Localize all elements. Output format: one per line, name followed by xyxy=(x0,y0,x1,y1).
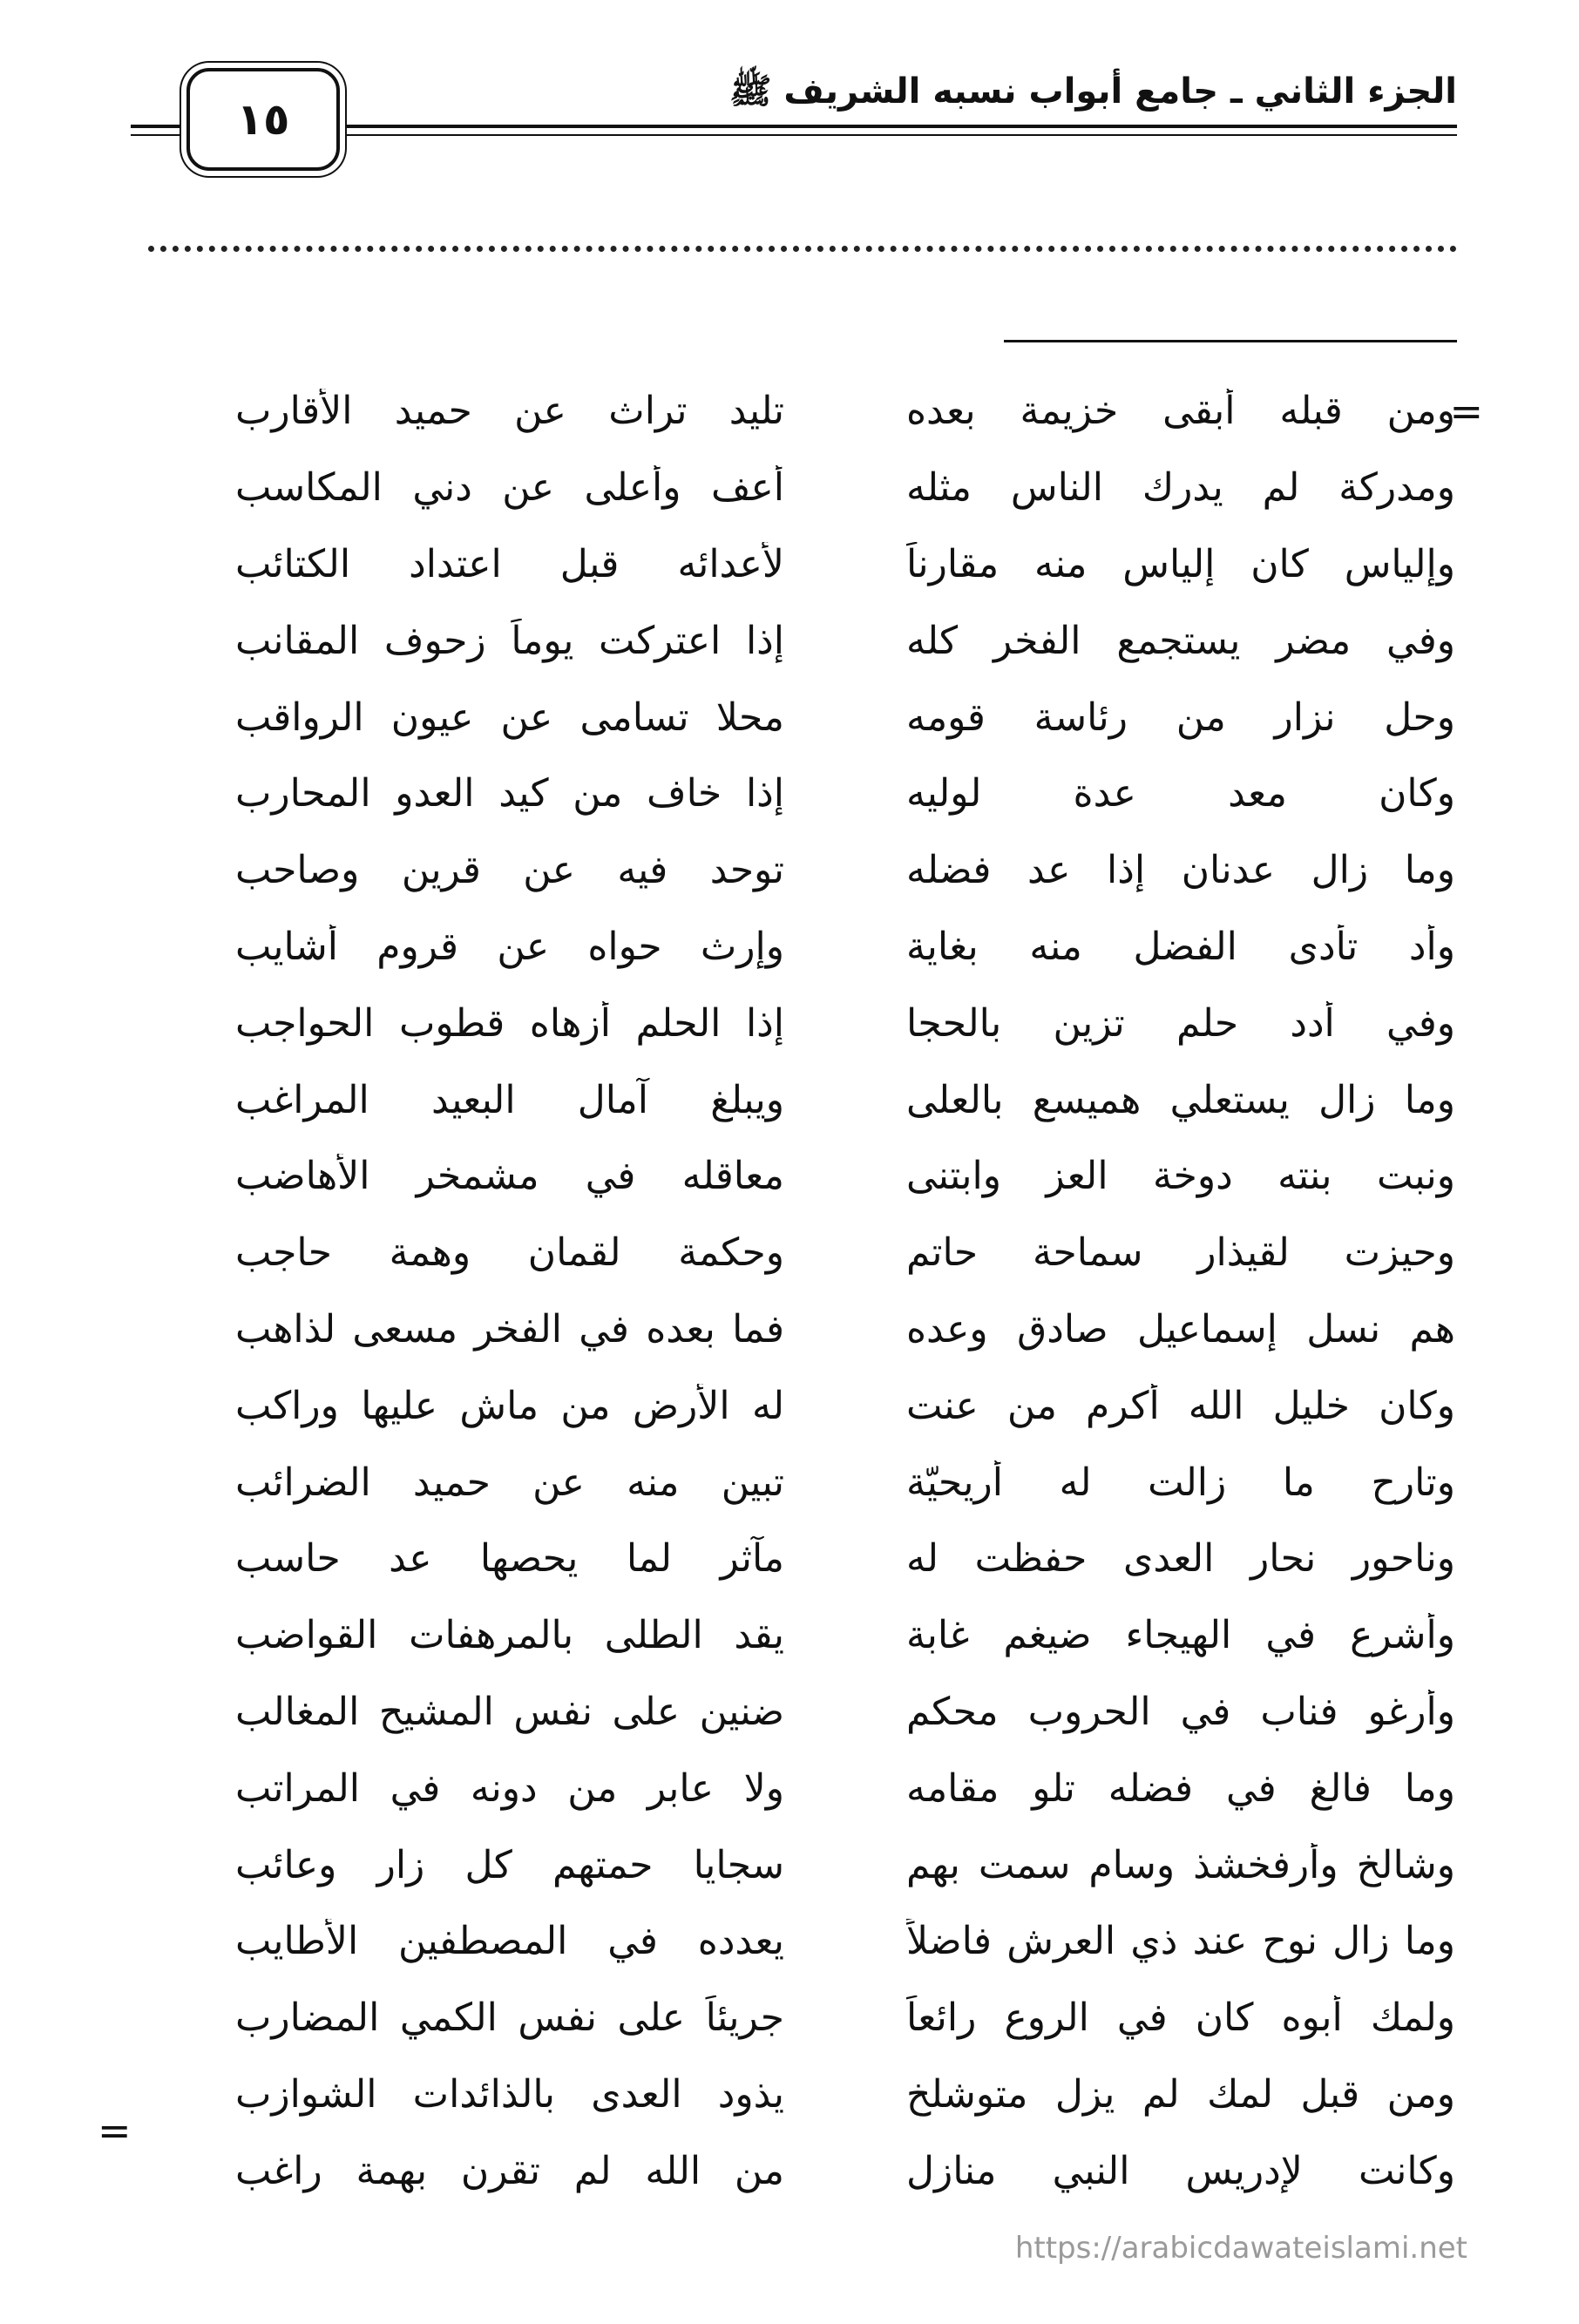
verse-second-hemistich: توحد فيه عن قرين وصاحب xyxy=(235,848,784,893)
verse-second-hemistich: ضنين على نفس المشيح المغالب xyxy=(235,1689,784,1734)
verse-line xyxy=(87,1521,1455,1597)
verse-first-hemistich: وإلياس كان إلياس منه مقارناً xyxy=(906,541,1455,586)
verse-second-hemistich: يقد الطلى بالمرهفات القواضب xyxy=(235,1613,784,1658)
verse-first-hemistich: وأشرع في الهيجاء ضيغم غابة xyxy=(906,1613,1455,1658)
verse-line xyxy=(87,1215,1455,1291)
verse-first-hemistich: وما زال عدنان إذا عد فضله xyxy=(906,848,1455,893)
verse-line xyxy=(87,1444,1455,1521)
verse-second-hemistich: يعدده في المصطفين الأطايب xyxy=(235,1919,784,1964)
verse-line xyxy=(87,832,1455,909)
verse-line xyxy=(87,526,1455,603)
verse-second-hemistich: جريئاً على نفس الكمي المضارب xyxy=(235,1995,784,2041)
running-header-title: الجزء الثاني ـ جامع أبواب نسبه الشريف ﷺ xyxy=(729,71,1457,112)
verse-first-hemistich: وحيزت لقيذار سماحة حاتم xyxy=(906,1230,1455,1276)
verse-line xyxy=(87,909,1455,986)
verse-second-hemistich: من الله لم تقرن بهمة راغب xyxy=(235,2148,784,2193)
verse-first-hemistich: ومدركة لم يدرك الناس مثله xyxy=(906,465,1455,511)
verse-line xyxy=(87,985,1455,1061)
verse-line xyxy=(87,1980,1455,2056)
verse-line xyxy=(87,1826,1455,1903)
verse-line xyxy=(87,1750,1455,1826)
verse-first-hemistich: وأد تأدى الفضل منه بغاية xyxy=(906,924,1455,969)
verse-second-hemistich: ويبلغ آمال البعيد المراغب xyxy=(235,1077,784,1122)
verse-first-hemistich: وما زال نوح عند ذي العرش فاضلاً xyxy=(906,1919,1455,1964)
verse-line xyxy=(87,1674,1455,1751)
verse-line xyxy=(87,1597,1455,1674)
verse-second-hemistich: محلا تسامى عن عيون الرواقب xyxy=(235,694,784,740)
verse-line xyxy=(87,1367,1455,1444)
verse-first-hemistich: وكان معد عدة لوليه xyxy=(906,771,1455,816)
verse-first-hemistich: وناحور نحار العدى حفظت له xyxy=(906,1536,1455,1582)
verse-second-hemistich: تبين منه عن حميد الضرائب xyxy=(235,1460,784,1505)
verse-second-hemistich: ولا عابر من دونه في المراتب xyxy=(235,1765,784,1811)
verse-line xyxy=(87,450,1455,526)
continuation-mark-end: = xyxy=(98,2107,132,2154)
verse-first-hemistich: وتارح ما زالت له أريحيّة xyxy=(906,1460,1455,1505)
verse-second-hemistich: فما بعده في الفخر مسعى لذاهب xyxy=(235,1306,784,1352)
verse-second-hemistich: إذا خاف من كيد العدو المحارب xyxy=(235,771,784,816)
verse-second-hemistich: وحكمة لقمان وهمة حاجب xyxy=(235,1230,784,1276)
verse-second-hemistich: أعف وأعلى عن دني المكاسب xyxy=(235,465,784,511)
verse-second-hemistich: لأعدائه قبل اعتداد الكتائب xyxy=(235,541,784,586)
verse-line xyxy=(87,679,1455,755)
verse-line xyxy=(87,2132,1455,2209)
verse-line xyxy=(87,602,1455,679)
verse-first-hemistich: وفي أدد حلم تزين بالحجا xyxy=(906,1000,1455,1046)
verse-second-hemistich: سجايا حمتهم كل زار وعائب xyxy=(235,1842,784,1887)
page-header xyxy=(0,0,1579,174)
verse-line xyxy=(87,1061,1455,1138)
poem-body xyxy=(87,373,1455,2209)
footnote-rule xyxy=(1004,340,1457,342)
verse-second-hemistich: وإرث حواه عن قروم أشايب xyxy=(235,924,784,969)
verse-first-hemistich: ونبت بنته دوخة العز وابتنى xyxy=(906,1154,1455,1199)
verse-second-hemistich: له الأرض من ماش عليها وراكب xyxy=(235,1383,784,1428)
verse-line xyxy=(87,2056,1455,2133)
verse-second-hemistich: مآثر لما يحصها عد حاسب xyxy=(235,1536,784,1582)
verse-second-hemistich: إذا اعتركت يوماً زحوف المقانب xyxy=(235,618,784,663)
verse-first-hemistich: ولمك أبوه كان في الروع رائعاً xyxy=(906,1995,1455,2041)
verse-first-hemistich: وأرغو فناب في الحروب محكم xyxy=(906,1689,1455,1734)
verse-second-hemistich: إذا الحلم أزهاه قطوب الحواجب xyxy=(235,1000,784,1046)
page-number: ١٥ xyxy=(186,68,340,171)
verse-first-hemistich: وشالخ وأرفخشذ وسام سمت بهم xyxy=(906,1842,1455,1887)
verse-first-hemistich: ومن قبل لمك لم يزل متوشلخ xyxy=(906,2071,1455,2117)
verse-line xyxy=(87,1903,1455,1980)
verse-first-hemistich: وما فالغ في فضله تلو مقامه xyxy=(906,1765,1455,1811)
verse-second-hemistich: معاقله في مشمخر الأهاضب xyxy=(235,1154,784,1199)
verse-first-hemistich: وفي مضر يستجمع الفخر كله xyxy=(906,618,1455,663)
verse-line xyxy=(87,373,1455,450)
verse-second-hemistich: يذود العدى بالذائدات الشوازب xyxy=(235,2071,784,2117)
continuation-mark-start: = xyxy=(1449,388,1483,435)
verse-first-hemistich: وما زال يستعلي هميسع بالعلى xyxy=(906,1077,1455,1122)
verse-first-hemistich: ومن قبله أبقى خزيمة بعده xyxy=(906,389,1455,434)
verse-first-hemistich: وكان خليل الله أكرم من عنت xyxy=(906,1383,1455,1428)
verse-line xyxy=(87,1291,1455,1368)
verse-first-hemistich: وكانت لإدريس النبي منازل xyxy=(906,2148,1455,2193)
verse-second-hemistich: تليد تراث عن حميد الأقارب xyxy=(235,389,784,434)
verse-line xyxy=(87,1138,1455,1215)
verse-first-hemistich: هم نسل إسماعيل صادق وعده xyxy=(906,1306,1455,1352)
verse-line xyxy=(87,755,1455,832)
verse-first-hemistich: وحل نزار من رئاسة قومه xyxy=(906,694,1455,740)
source-watermark: https://arabicdawateislami.net xyxy=(1014,2231,1467,2266)
dotted-separator xyxy=(148,246,1457,252)
